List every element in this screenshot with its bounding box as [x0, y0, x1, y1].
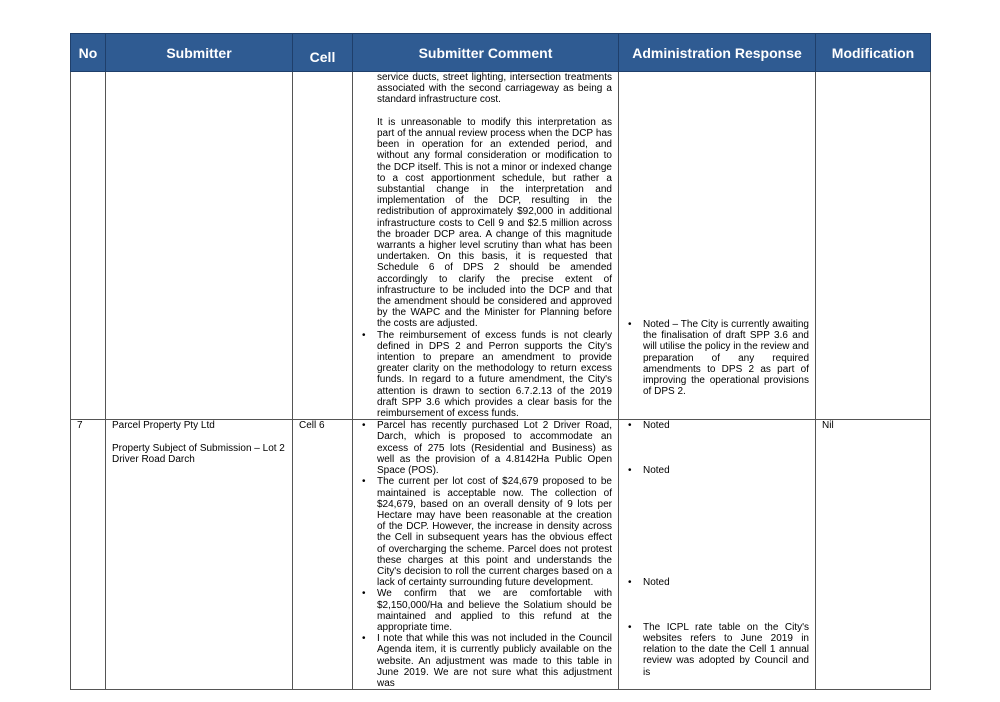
- row-comment-cell: [353, 72, 619, 420]
- comment-paragraph: service ducts, street lighting, intersection treatments associated with the second carriageway as being a standard infrastructure cost.: [377, 72, 612, 106]
- response-bullet: • Noted: [625, 577, 809, 588]
- comment-bullet: • We confirm that we are comfortable with $2,150,000/Ha and believe the Solatium should be maintained and applied to this refund at the appropriate time.: [359, 588, 612, 633]
- row-cell-cell: [293, 72, 353, 420]
- header-submitter: Submitter: [106, 34, 293, 72]
- comment-bullet: • The reimbursement of excess funds is not clearly defined in DPS 2 and Perron supports the City's intention to prepare an amendment to provide greater clarity on the methodology to return excess funds. In regard to a future amendment, the City's attention is drawn to section 6.7.2.13 of the 2019 draft SPP 3.6 which provides a clear basis for the reimbursement of excess funds.: [359, 330, 612, 420]
- response-bullet: • Noted: [625, 420, 809, 431]
- row-comment-cell: [353, 420, 619, 690]
- response-bullet: • Noted: [625, 465, 809, 476]
- row-response-cell: [619, 72, 816, 420]
- header-submitter-comment: Submitter Comment: [353, 34, 619, 72]
- response-bullet: • The ICPL rate table on the City's websites refers to June 2019 in relation to the date the Cell 1 annual review was adopted by Council and is: [625, 622, 809, 678]
- row-modification-cell: Nil: [816, 420, 931, 690]
- table-row: [71, 72, 931, 420]
- response-bullet: • Noted – The City is currently awaiting the finalisation of draft SPP 3.6 and will utilise the policy in the review and preparation of any required amendments to DPS 2 as part of improving the operational provisions of DPS 2.: [625, 319, 809, 397]
- header-modification: Modification: [816, 34, 931, 72]
- submitter-subject: Property Subject of Submission – Lot 2 Driver Road Darch: [112, 442, 285, 465]
- header-row: [71, 34, 931, 72]
- header-administration-response: Administration Response: [619, 34, 816, 72]
- submitter-name: Parcel Property Pty Ltd: [112, 420, 215, 432]
- table-row: [71, 420, 931, 690]
- row-modification-cell: [816, 72, 931, 420]
- comment-bullet: • The current per lot cost of $24,679 proposed to be maintained is acceptable now. The collection of $24,679, based on an overall density of 9 lots per Hectare may have been reasonable at the creation of the DCP. However, the increase in density across the Cell in subsequent years has the obvious effect of overcharging the scheme. Parcel does not protest these charges at this point and understands the City's decision to roll the current charges based on a lack of certainty surrounding future development.: [359, 476, 612, 588]
- row-no-cell: [71, 72, 106, 420]
- row-submitter-cell: [106, 420, 293, 690]
- header-cell: Cell: [293, 34, 353, 72]
- comment-paragraph: It is unreasonable to modify this interpretation as part of the annual review process when the DCP has been in operation for an extended period, and without any formal consideration or modification to the DCP itself. This is not a minor or indexed change to a cost apportionment schedule, but rather a substantial change in the interpretation and implementation of the DCP, resulting in the redistribution of approximately $92,000 in additional infrastructure costs to Cell 9 and $2.5 million across the broader DCP area. A change of this magnitude warrants a higher level scrutiny than what has been undertaken. On this basis, it is requested that Schedule 6 of DPS 2 should be amended accordingly to clarify the precise extent of infrastructure to be included into the DCP and that the amendment should be considered and approved by the WAPC and the Minister for Planning before the costs are adjusted.: [377, 116, 612, 330]
- row-response-cell: [619, 420, 816, 690]
- submissions-table: [70, 33, 931, 690]
- row-submitter-cell: [106, 72, 293, 420]
- row-cell-cell: Cell 6: [293, 420, 353, 690]
- comment-bullet: • I note that while this was not included in the Council Agenda item, it is currently publicly available on the website. An adjustment was made to this table in June 2019. We are not sure what this adjustment was: [359, 633, 612, 689]
- header-no: No: [71, 34, 106, 72]
- comment-bullet: • Parcel has recently purchased Lot 2 Driver Road, Darch, which is proposed to accommodate an excess of 275 lots (Residential and Business) as well as the provision of a 4.8142Ha Public Open Space (POS).: [359, 420, 612, 476]
- row-no-cell: 7: [71, 420, 106, 690]
